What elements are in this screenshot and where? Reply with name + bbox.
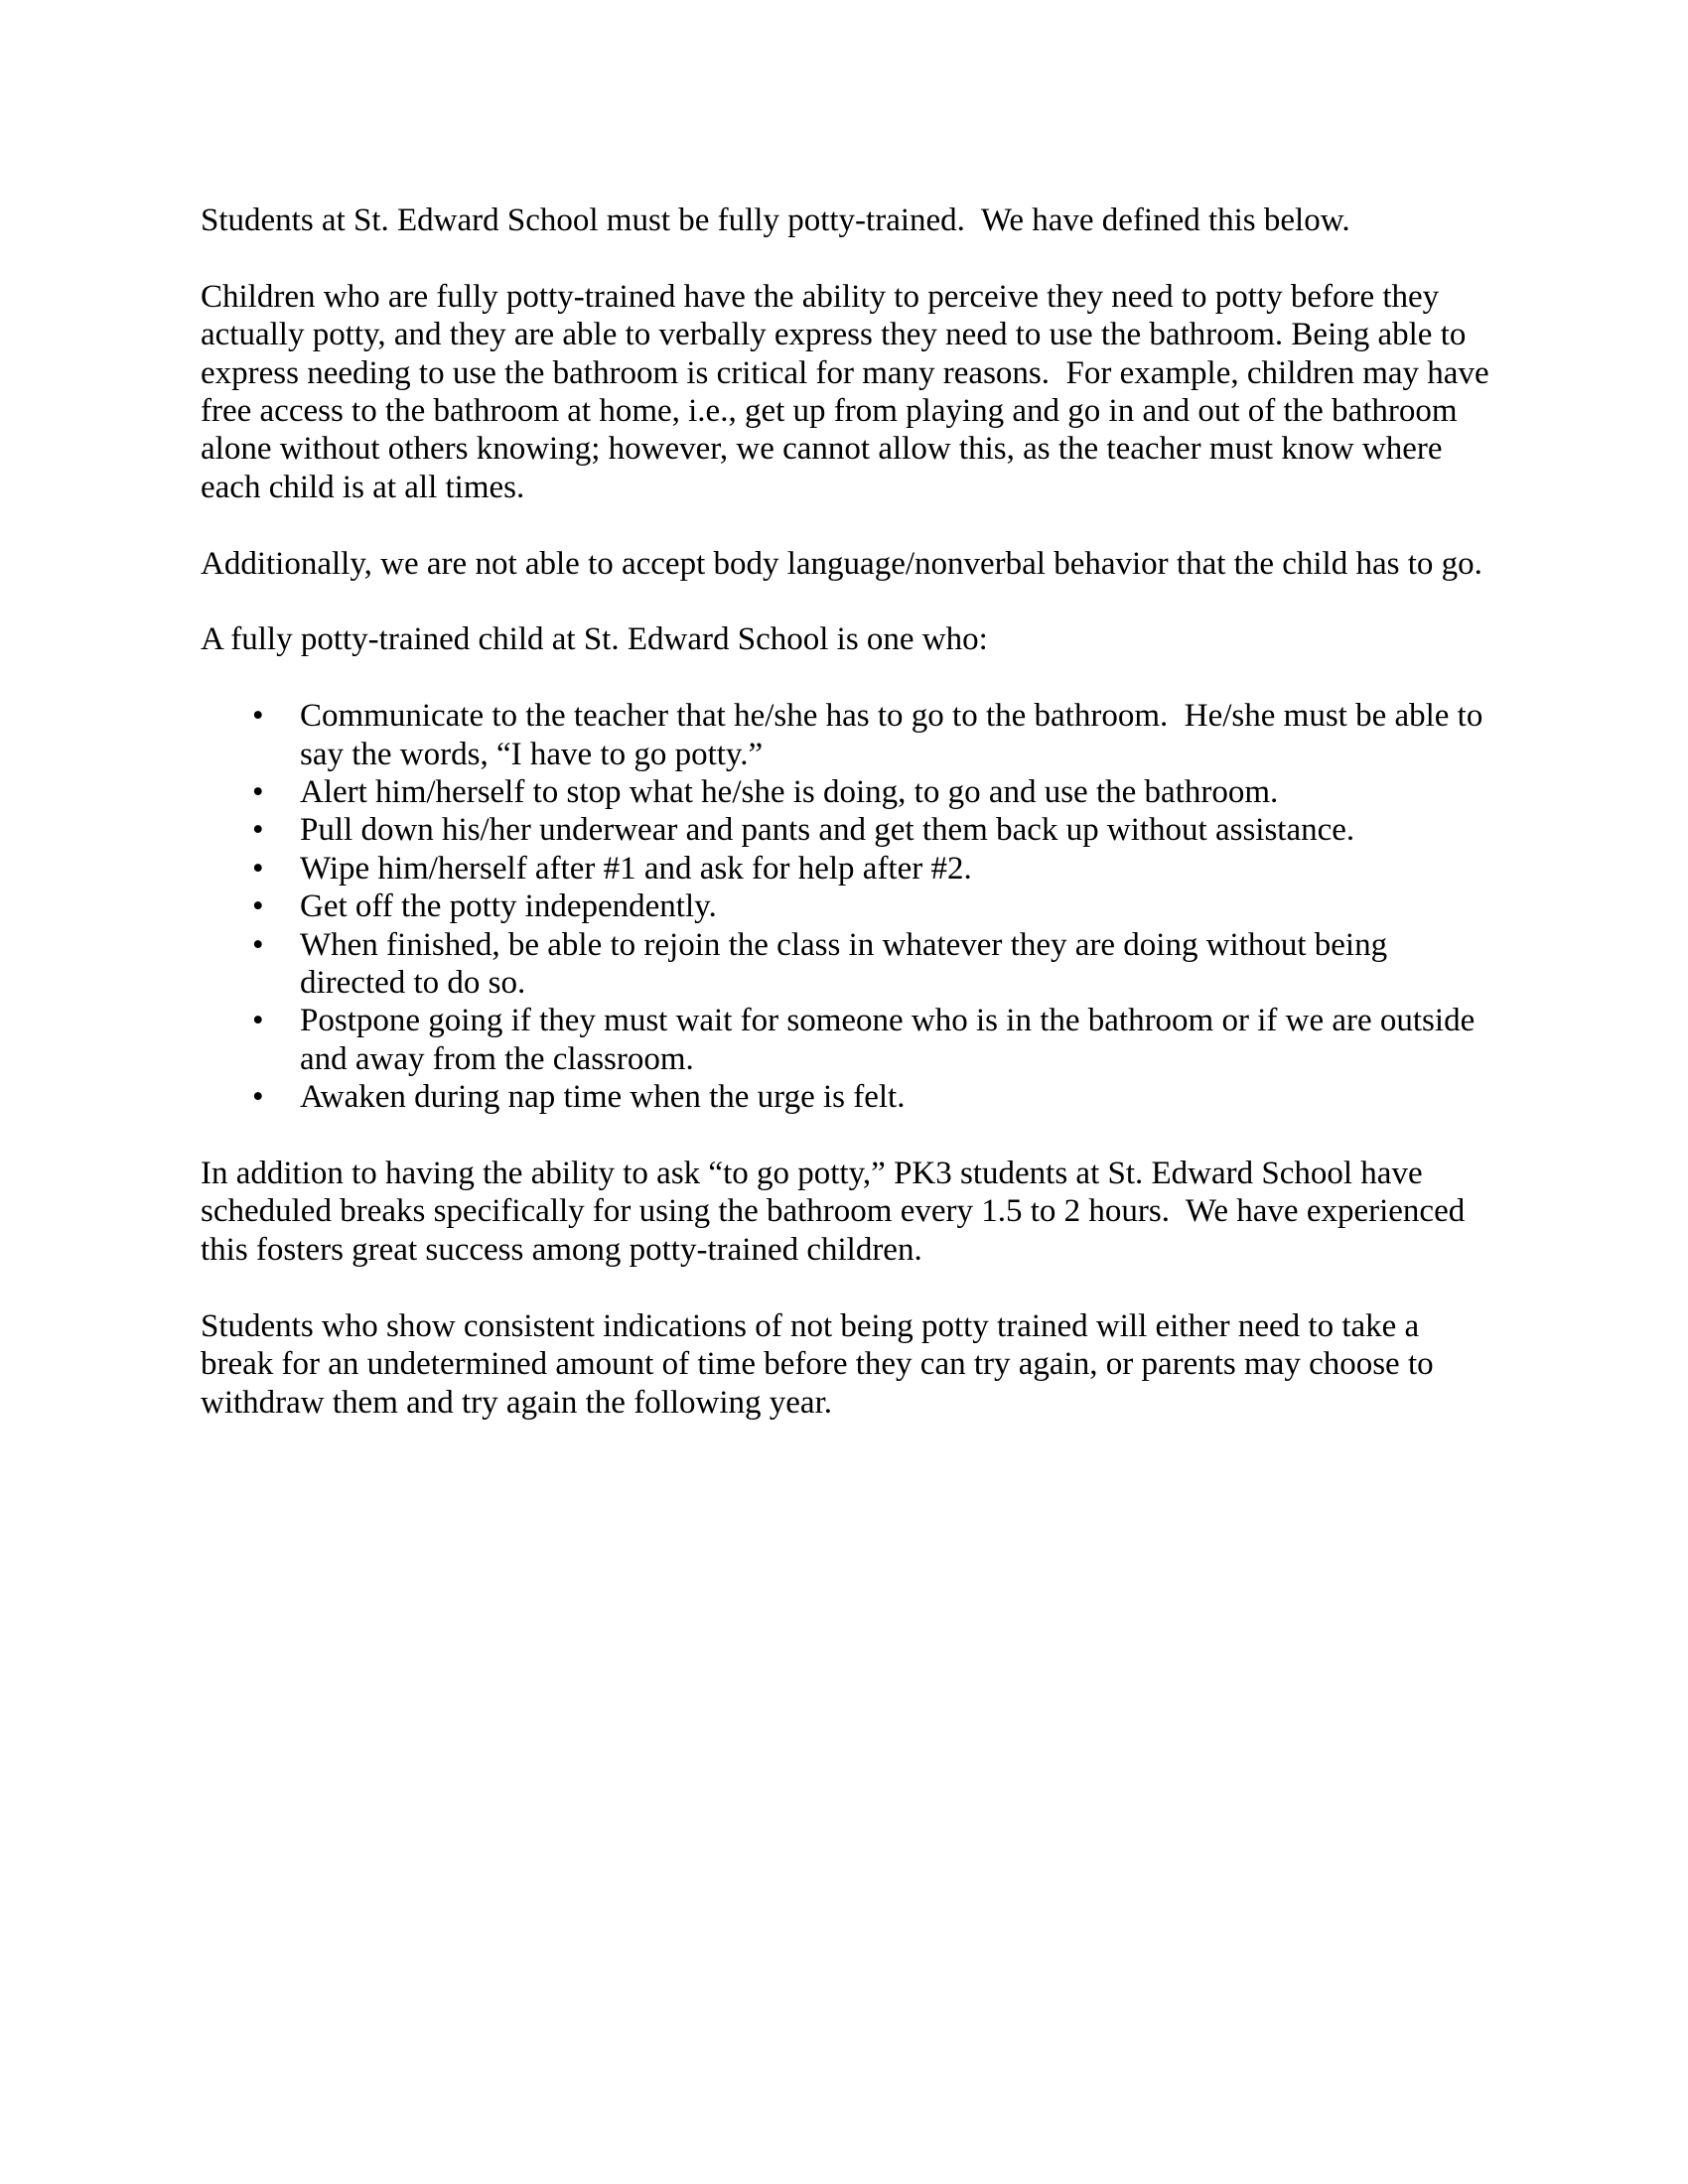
paragraph-nonverbal: Additionally, we are not able to accept body language/nonverbal behavior that the child has to go. — [201, 545, 1482, 582]
paragraph-definition: Children who are fully potty-trained have the ability to perceive they need to potty before they actually potty, and they are able to verbally express they need to use the bathroom. Being able to express needing to use the bathroom is critical for many reasons. For example, children may have free access to the bathroom at home, i.e., get up from playing and go in and out of the bathroom alone without others knowing; however, we cannot allow this, as the teacher must know where each child is at all times. — [201, 278, 1497, 505]
bullet-item: • Communicate to the teacher that he/she has to go to the bathroom. He/she must be able to say the words, “I have to go potty.” — [300, 697, 1489, 773]
paragraph-pk3-breaks: In addition to having the ability to ask “to go potty,” PK3 students at St. Edward School have scheduled breaks specifically for using the bathroom every 1.5 to 2 hours. We have experienced this fosters great success among potty-trained children. — [201, 1156, 1474, 1268]
bullet-item: • When finished, be able to rejoin the class in whatever they are doing without being directed to do so. — [300, 926, 1489, 1003]
bullet-item: • Postpone going if they must wait for someone who is in the bathroom or if we are outside and away from the classroom. — [300, 1002, 1489, 1078]
paragraph-list-intro: A fully potty-trained child at St. Edward School is one who: — [201, 621, 988, 658]
bullet-item: • Get off the potty independently. — [300, 887, 1489, 925]
bullet-list — [201, 697, 1489, 1116]
bullet-item: • Pull down his/her underwear and pants and get them back up without assistance. — [300, 811, 1489, 849]
paragraph-not-trained: Students who show consistent indications of not being potty trained will either need to take a break for an undetermined amount of time before they can try again, or parents may choose to withdraw them and try again the following year. — [201, 1307, 1442, 1421]
bullet-item: • Alert him/herself to stop what he/she is doing, to go and use the bathroom. — [300, 773, 1489, 811]
bullet-item: • Wipe him/herself after #1 and ask for help after #2. — [300, 850, 1489, 887]
paragraph-intro: Students at St. Edward School must be fully potty-trained. We have defined this below. — [201, 203, 1350, 238]
bullet-item: • Awaken during nap time when the urge is felt. — [300, 1078, 1489, 1116]
